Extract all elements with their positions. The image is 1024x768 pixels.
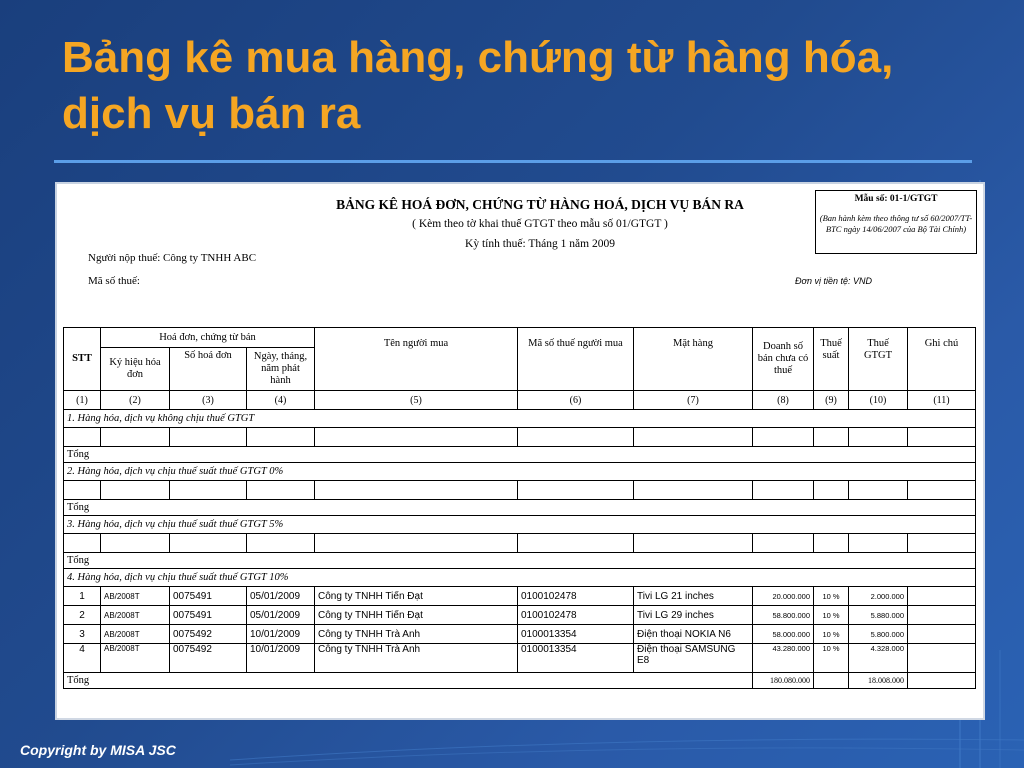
header-date: Ngày, tháng, năm phát hành [247,348,315,391]
section-label: 4. Hàng hóa, dịch vụ chịu thuế suất thuế GTGT 10% [64,569,976,587]
cell-buyer: Công ty TNHH Tiến Đạt [315,606,518,625]
section-label: 2. Hàng hóa, dịch vụ chịu thuế suất thuế GTGT 0% [64,463,976,481]
document-title: BẢNG KÊ HOÁ ĐƠN, CHỨNG TỪ HÀNG HOÁ, DỊCH VỤ BÁN RA [336,197,744,212]
blank-row [64,534,976,553]
cell-item: Tivi LG 29 inches [634,606,753,625]
total-label: Tổng [64,553,976,569]
section-label: 1. Hàng hóa, dịch vụ không chịu thuế GTGT [64,410,976,428]
section-label: 3. Hàng hóa, dịch vụ chịu thuế suất thuế GTGT 5% [64,516,976,534]
col-num: (10) [849,391,908,410]
cell-number: 0075492 [170,644,247,673]
cell-item: Điện thoại SAMSUNG E8 [634,644,753,673]
col-num: (9) [814,391,849,410]
tax-code-label: Mã số thuế: [88,275,140,287]
cell-rate: 10 % [814,644,849,673]
header-note: Ghi chú [908,328,976,391]
header-serial: Ký hiệu hóa đơn [101,348,170,391]
header-number: Số hoá đơn [170,348,247,391]
cell-tax: 0100013354 [518,644,634,673]
cell-note [908,644,976,673]
header-stt: STT [64,328,101,391]
cell-vat: 5.880.000 [849,606,908,625]
section-row [64,516,976,534]
col-num: (7) [634,391,753,410]
grand-total-row [64,673,976,689]
form-code-box [815,190,977,254]
cell-stt: 1 [64,587,101,606]
cell-buyer: Công ty TNHH Trà Anh [315,625,518,644]
cell-number: 0075491 [170,606,247,625]
cell-item: Điện thoại NOKIA N6 [634,625,753,644]
cell-revenue: 43.280.000 [753,644,814,673]
table-row [64,587,976,606]
cell-serial: AB/2008T [101,625,170,644]
cell-serial: AB/2008T [101,606,170,625]
cell-vat: 4.328.000 [849,644,908,673]
grand-total-revenue: 180.080.000 [753,673,814,689]
header-rate: Thuế suất [814,328,849,391]
total-row [64,553,976,569]
total-row [64,500,976,516]
cell-serial: AB/2008T [101,644,170,673]
cell-date: 10/01/2009 [247,644,315,673]
section-row [64,569,976,587]
cell-tax: 0100102478 [518,587,634,606]
col-num: (6) [518,391,634,410]
header-item: Mặt hàng [634,328,753,391]
document-image [57,184,983,718]
col-num: (5) [315,391,518,410]
sales-ledger-table [63,327,976,689]
header-invoice-group: Hoá đơn, chứng từ bán [101,328,315,348]
cell-rate: 10 % [814,587,849,606]
grand-total-vat: 18.008.000 [849,673,908,689]
cell-vat: 2.000.000 [849,587,908,606]
col-num: (11) [908,391,976,410]
cell-number: 0075491 [170,587,247,606]
table-row [64,625,976,644]
cell-revenue: 58.800.000 [753,606,814,625]
header-buyer-tax: Mã số thuế người mua [518,328,634,391]
cell-stt: 3 [64,625,101,644]
cell-rate: 10 % [814,625,849,644]
cell-number: 0075492 [170,625,247,644]
cell-note [908,625,976,644]
title-underline [54,160,972,163]
tax-period: Kỳ tính thuế: Tháng 1 năm 2009 [465,238,615,250]
cell-revenue: 58.000.000 [753,625,814,644]
blank-row [64,428,976,447]
cell-item: Tivi LG 21 inches [634,587,753,606]
cell-vat: 5.800.000 [849,625,908,644]
cell-revenue: 20.000.000 [753,587,814,606]
header-row [64,328,976,348]
document-subtitle: ( Kèm theo tờ khai thuế GTGT theo mẫu số 01/GTGT ) [412,218,668,230]
total-label: Tổng [64,447,976,463]
section-row [64,410,976,428]
col-num: (3) [170,391,247,410]
cell-note [908,587,976,606]
cell-stt: 2 [64,606,101,625]
table-row [64,606,976,625]
cell-tax: 0100102478 [518,606,634,625]
form-code: Mẫu số: 01-1/GTGT [854,194,938,204]
cell-stt: 4 [64,644,101,673]
slide-title: Bảng kê mua hàng, chứng từ hàng hóa, dịch vụ bán ra [62,33,894,138]
cell-date: 05/01/2009 [247,587,315,606]
taxpayer-name: Người nộp thuế: Công ty TNHH ABC [88,252,257,264]
col-num: (4) [247,391,315,410]
cell-note [908,606,976,625]
section-row [64,463,976,481]
copyright-footer: Copyright by MISA JSC [20,742,176,758]
cell-rate: 10 % [814,606,849,625]
cell-buyer: Công ty TNHH Trà Anh [315,644,518,673]
header-vat: Thuế GTGT [849,328,908,391]
col-num: (1) [64,391,101,410]
currency-unit: Đơn vị tiền tệ: VND [795,276,872,286]
cell-tax: 0100013354 [518,625,634,644]
cell-date: 05/01/2009 [247,606,315,625]
col-num: (8) [753,391,814,410]
total-label: Tổng [64,500,976,516]
total-label: Tổng [64,673,753,689]
cell-serial: AB/2008T [101,587,170,606]
col-num: (2) [101,391,170,410]
header-revenue: Doanh số bán chưa có thuế [753,328,814,391]
blank-row [64,481,976,500]
cell-buyer: Công ty TNHH Tiến Đạt [315,587,518,606]
form-reference: (Ban hành kèm theo thông tư số 60/2007/TT-BTC ngày 14/06/2007 của Bộ Tài Chính) [819,213,973,234]
header-buyer: Tên người mua [315,328,518,391]
total-row [64,447,976,463]
cell-date: 10/01/2009 [247,625,315,644]
column-number-row [64,391,976,410]
table-row [64,644,976,673]
